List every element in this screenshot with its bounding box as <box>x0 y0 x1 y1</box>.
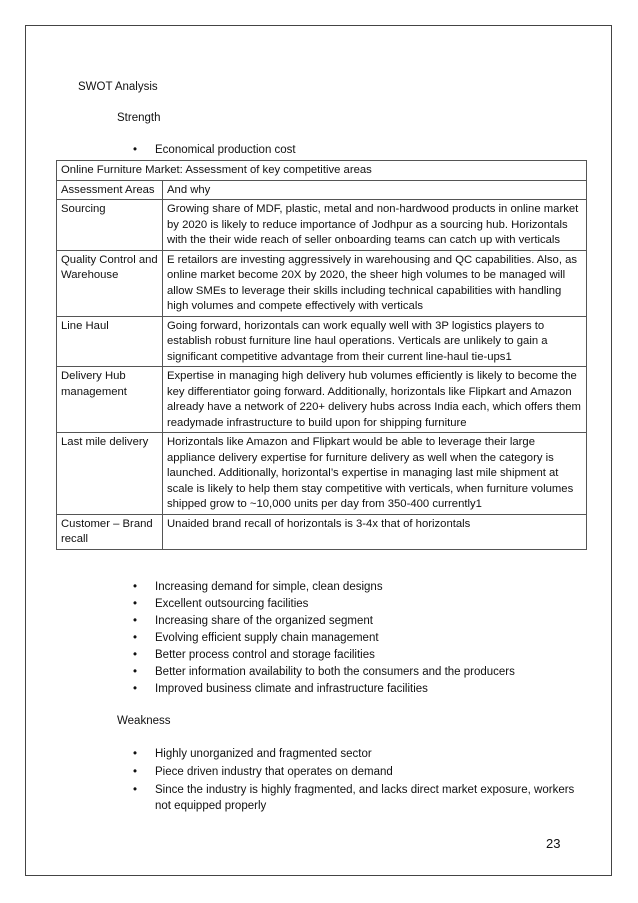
list-item-text: Highly unorganized and fragmented sector <box>155 748 372 760</box>
list-item-text: Excellent outsourcing facilities <box>155 598 309 610</box>
bullet-icon: • <box>133 144 138 156</box>
section-heading: SWOT Analysis <box>78 81 158 93</box>
table-row <box>57 367 587 433</box>
table-cell-area: Customer – Brand recall <box>57 514 163 549</box>
table-cell-why: Going forward, horizontals can work equally well with 3P logistics players to establish robust furniture line haul operations. Verticals are unlikely to gain a significant competitive advantage from their current line-haul tie-ups1 <box>163 316 587 367</box>
table-cell-why: Unaided brand recall of horizontals is 3-4x that of horizontals <box>163 514 587 549</box>
table-cell-area: Delivery Hub management <box>57 367 163 433</box>
list-item-text: Increasing demand for simple, clean designs <box>155 581 383 593</box>
bullet-icon: • <box>133 598 138 610</box>
column-header-area: Assessment Areas <box>57 180 163 200</box>
table-row <box>57 316 587 367</box>
list-item-text: Better information availability to both the consumers and the producers <box>155 666 515 678</box>
bullet-icon: • <box>133 666 138 678</box>
table-cell-why: Expertise in managing high delivery hub volumes efficiently is likely to become the key differentiator going forward. Additionally, horizontals like Flipkart and Amazon already have a network of 220+ delivery hubs across India each, which offers them readymade infrastructure to build upon for shipping furniture <box>163 367 587 433</box>
table-cell-area: Quality Control and Warehouse <box>57 250 163 316</box>
table-row <box>57 250 587 316</box>
strength-heading: Strength <box>117 112 161 124</box>
weakness-heading: Weakness <box>117 715 171 727</box>
list-item-text: Since the industry is highly fragmented, and lacks direct market exposure, workers not equipped properly <box>155 784 575 812</box>
table-caption: Online Furniture Market: Assessment of key competitive areas <box>57 161 587 181</box>
table-header-row <box>57 180 587 200</box>
table-cell-area: Last mile delivery <box>57 433 163 515</box>
list-item-text: Evolving efficient supply chain management <box>155 632 379 644</box>
table-caption-row <box>57 161 587 181</box>
page-number: 23 <box>546 836 561 851</box>
bullet-icon: • <box>133 748 138 760</box>
list-item-text: Improved business climate and infrastructure facilities <box>155 683 428 695</box>
bullet-icon: • <box>133 766 138 778</box>
table-cell-area: Sourcing <box>57 200 163 251</box>
column-header-why: And why <box>163 180 587 200</box>
list-item-text: Increasing share of the organized segment <box>155 615 373 627</box>
table-row <box>57 514 587 549</box>
bullet-icon: • <box>133 615 138 627</box>
table-cell-why: E retailors are investing aggressively in warehousing and QC capabilities. Also, as online market become 20X by 2020, the sheer high volumes to be managed will allow SMEs to leverage their skills including technical capabilities with handling high volumes and compete effectively with verticals <box>163 250 587 316</box>
table-row <box>57 433 587 515</box>
bullet-icon: • <box>133 784 138 796</box>
list-item-text: Piece driven industry that operates on demand <box>155 766 393 778</box>
table-cell-area: Line Haul <box>57 316 163 367</box>
bullet-icon: • <box>133 683 138 695</box>
list-item-text: Economical production cost <box>155 144 296 156</box>
table-cell-why: Growing share of MDF, plastic, metal and non-hardwood products in online market by 2020 is likely to reduce importance of Jodhpur as a sourcing hub. Horizontals with the their wide reach of seller onboarding teams can catch up with verticals <box>163 200 587 251</box>
list-item-text: Better process control and storage facilities <box>155 649 375 661</box>
bullet-icon: • <box>133 649 138 661</box>
table-cell-why: Horizontals like Amazon and Flipkart would be able to leverage their large appliance delivery expertise for furniture delivery as well when the category is launched. Additionally, horizontal’s expertise in managing last mile shipment at scale is likely to help them stay competitive with verticals, when furniture volumes shipped grow to ~10,000 units per day from 350-400 currently1 <box>163 433 587 515</box>
table-row <box>57 200 587 251</box>
bullet-icon: • <box>133 581 138 593</box>
assessment-table <box>56 160 587 550</box>
bullet-icon: • <box>133 632 138 644</box>
